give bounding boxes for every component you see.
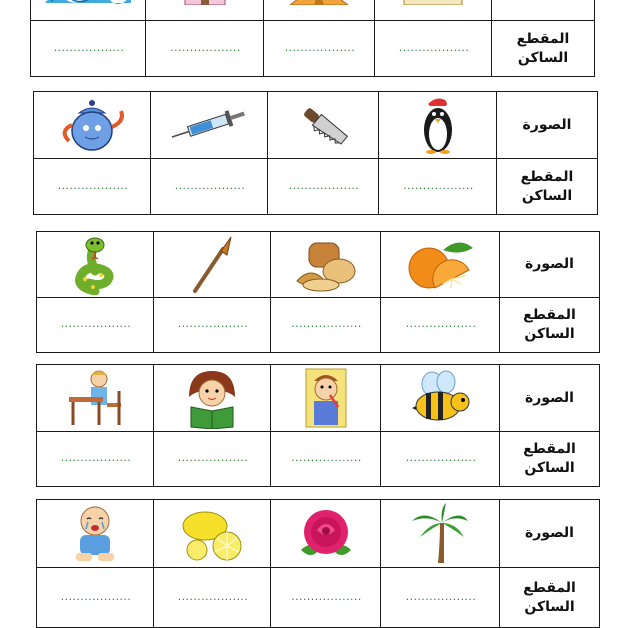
shop-icon bbox=[398, 0, 468, 5]
picture-cell bbox=[264, 0, 375, 21]
water-waves-icon bbox=[43, 0, 133, 5]
bee-icon bbox=[408, 370, 472, 426]
answer-blank[interactable]: .................. bbox=[271, 298, 381, 353]
crying-baby-icon bbox=[68, 503, 122, 565]
answer-blank[interactable]: .................. bbox=[154, 298, 271, 353]
snake-icon bbox=[71, 235, 119, 295]
picture-cell bbox=[154, 365, 271, 432]
answer-blank[interactable]: .................. bbox=[379, 159, 497, 215]
orange-icon bbox=[403, 236, 477, 294]
teapot-icon bbox=[57, 95, 127, 155]
answer-blank[interactable]: .................. bbox=[271, 432, 381, 487]
answer-blank[interactable]: .................. bbox=[381, 298, 500, 353]
syringe-icon bbox=[166, 105, 252, 145]
answer-blank[interactable]: .................. bbox=[151, 159, 268, 215]
paintbrush-icon bbox=[187, 235, 237, 295]
boy-brushing-teeth-icon bbox=[304, 367, 348, 429]
picture-cell bbox=[271, 232, 381, 298]
worksheet-table-3 bbox=[36, 231, 600, 353]
picture-cell bbox=[37, 365, 154, 432]
rose-icon bbox=[295, 504, 357, 564]
answer-blank[interactable]: .................. bbox=[268, 159, 379, 215]
picture-cell bbox=[381, 500, 500, 568]
picture-label: الصورة bbox=[497, 92, 598, 159]
bread-icon bbox=[291, 237, 361, 293]
worksheet-table-4 bbox=[36, 364, 600, 487]
picture-cell bbox=[154, 500, 271, 568]
girl-reading-book-icon bbox=[183, 367, 241, 429]
worksheet-table-1 bbox=[30, 0, 595, 77]
palm-tree-icon bbox=[410, 503, 470, 565]
picture-cell bbox=[375, 0, 492, 21]
answer-blank[interactable]: .................. bbox=[37, 298, 154, 353]
answer-blank[interactable]: .................. bbox=[381, 568, 500, 628]
picture-cell bbox=[379, 92, 497, 159]
house-icon bbox=[175, 0, 235, 5]
syllable-label: المقطع الساكن bbox=[497, 159, 598, 215]
picture-cell bbox=[381, 365, 500, 432]
syllable-label: المقطع الساكن bbox=[500, 298, 600, 353]
answer-blank[interactable]: .................. bbox=[271, 568, 381, 628]
picture-cell bbox=[381, 232, 500, 298]
picture-label: الصورة bbox=[500, 500, 600, 568]
answer-blank[interactable]: .................. bbox=[264, 21, 375, 77]
picture-cell bbox=[37, 232, 154, 298]
syllable-label: المقطع الساكن bbox=[500, 432, 600, 487]
answer-blank[interactable]: .................. bbox=[154, 432, 271, 487]
picture-cell bbox=[34, 92, 151, 159]
picture-cell bbox=[271, 365, 381, 432]
student-at-desk-icon bbox=[63, 367, 127, 429]
picture-cell bbox=[146, 0, 264, 21]
answer-blank[interactable]: .................. bbox=[31, 21, 146, 77]
picture-cell bbox=[154, 232, 271, 298]
worksheet-table-5 bbox=[36, 499, 600, 628]
picture-cell bbox=[31, 0, 146, 21]
tent-icon bbox=[284, 0, 354, 5]
answer-blank[interactable]: .................. bbox=[381, 432, 500, 487]
picture-cell bbox=[151, 92, 268, 159]
picture-label: الصورة bbox=[500, 365, 600, 432]
worksheet-table-2 bbox=[33, 91, 598, 215]
syllable-label: المقطع الساكن bbox=[500, 568, 600, 628]
lemon-icon bbox=[177, 506, 247, 562]
answer-blank[interactable]: .................. bbox=[37, 568, 154, 628]
penguin-icon bbox=[416, 94, 460, 156]
answer-blank[interactable]: .................. bbox=[37, 432, 154, 487]
picture-cell bbox=[271, 500, 381, 568]
answer-blank[interactable]: .................. bbox=[375, 21, 492, 77]
picture-cell bbox=[268, 92, 379, 159]
answer-blank[interactable]: .................. bbox=[34, 159, 151, 215]
answer-blank[interactable]: .................. bbox=[154, 568, 271, 628]
syllable-label: المقطع الساكن bbox=[492, 21, 595, 77]
answer-blank[interactable]: .................. bbox=[146, 21, 264, 77]
picture-label bbox=[492, 0, 595, 21]
saw-icon bbox=[293, 94, 353, 156]
picture-label: الصورة bbox=[500, 232, 600, 298]
picture-cell bbox=[37, 500, 154, 568]
